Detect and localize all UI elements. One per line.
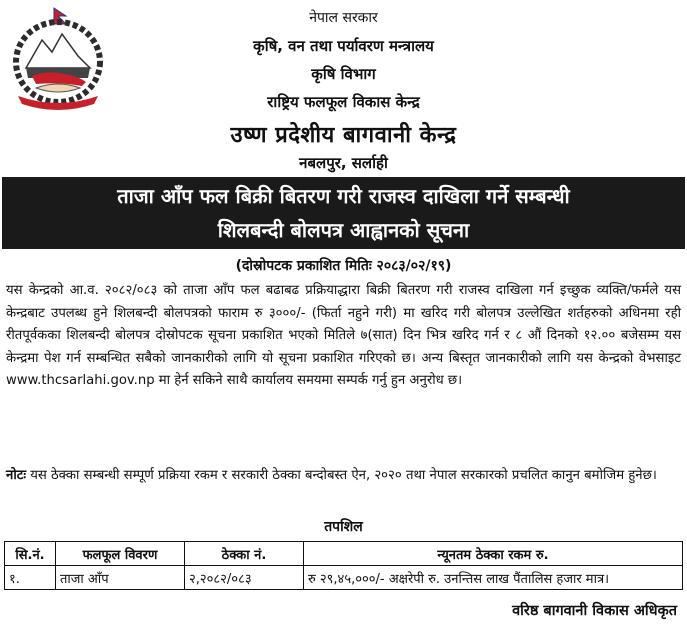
table-cell: रु २९,४५,०००/- अक्षरेपी रु. उनन्तिस लाख पैंतालिस हजार मात्र।: [304, 566, 683, 590]
table-cell: २,२०८२/०८३: [185, 566, 304, 590]
notice-body: यस केन्द्रको आ.व. २०८२/०८३ को ताजा आँप फल बढाबढ प्रक्रियाद्धारा बिक्री बितरण गरी राजस्व दाखिला गर्न इच्छुक व्यक्ति/फर्मले यस केन्द्रबाट उपलब्ध हुने शिलबन्दी बोलपत्रको फाराम रु ३०००/- (फिर्ता नहुने गरी) मा खरिद गरी बोलपत्र उल्लेखित शर्तहरुको अधिनमा रही रीतपूर्वकका शिलबन्दी बोलपत्र दोस्रोपटक सूचना प्रकाशित भएको मितिले ७(सात) दिन भित्र खरिद गर्न र ८ औं दिनको १२.०० बजेसम्म यस केन्द्रमा पेश गर्न सम्बन्धित सबैको जानकारीको लागि यो सूचना प्रकाशित गरिएको छ। अन्य बिस्तृत जानकारीको लागि यस केन्द्रको वेभसाइट www.thcsarlahi.gov.np मा हेर्न सकिने साथै कार्यालय समयमा सम्पर्क गर्नु हुन अनुरोध छ।: [6, 283, 681, 389]
header-government: नेपाल सरकार: [309, 10, 378, 26]
notice-title-line1: ताजा आँप फल बिक्री बितरण गरी राजस्व दाखिला गर्ने सम्बन्धी: [117, 184, 570, 208]
header-office-name: उष्ण प्रदेशीय बागवानी केन्द्र: [230, 123, 457, 148]
details-table: [4, 541, 683, 590]
header-department: कृषि विभाग: [311, 65, 376, 83]
note-label: नोटः: [6, 468, 27, 483]
details-heading: तपशिल: [324, 519, 363, 535]
header-centre: राष्ट्रिय फलफूल विकास केन्द्र: [267, 93, 420, 111]
header-ministry: कृषि, वन तथा पर्यावरण मन्त्रालय: [253, 37, 434, 55]
table-cell: १.: [5, 566, 56, 590]
publication-date: (दोस्रोपटक प्रकाशित मितिः २०८३/०२/१९): [235, 258, 452, 274]
header-address: नबलपुर, सर्लाही: [299, 154, 388, 172]
notice-title-banner: [2, 177, 685, 249]
table-header: सि.नं.: [5, 542, 56, 566]
signatory-title: वरिष्ठ बागवानी विकास अधिकृत: [512, 603, 677, 619]
table-header: फलफूल विवरण: [56, 542, 185, 566]
table-row: [5, 566, 683, 590]
note-text: यस ठेक्का सम्बन्धी सम्पूर्ण प्रक्रिया रकम र सरकारी ठेक्का बन्दोबस्त ऐन, २०२० तथा नेपाल सरकारको प्रचलित कानुन बमोजिम हुनेछ।: [26, 468, 657, 483]
table-cell: ताजा आँप: [56, 566, 185, 590]
notice-title-line2: शिलबन्दी बोलपत्र आह्वानको सूचना: [217, 218, 470, 242]
table-header-row: [5, 542, 683, 566]
table-header: ठेक्का नं.: [185, 542, 304, 566]
table-header: न्यूनतम ठेक्का रकम रु.: [304, 542, 683, 566]
notice-note: [6, 464, 681, 487]
